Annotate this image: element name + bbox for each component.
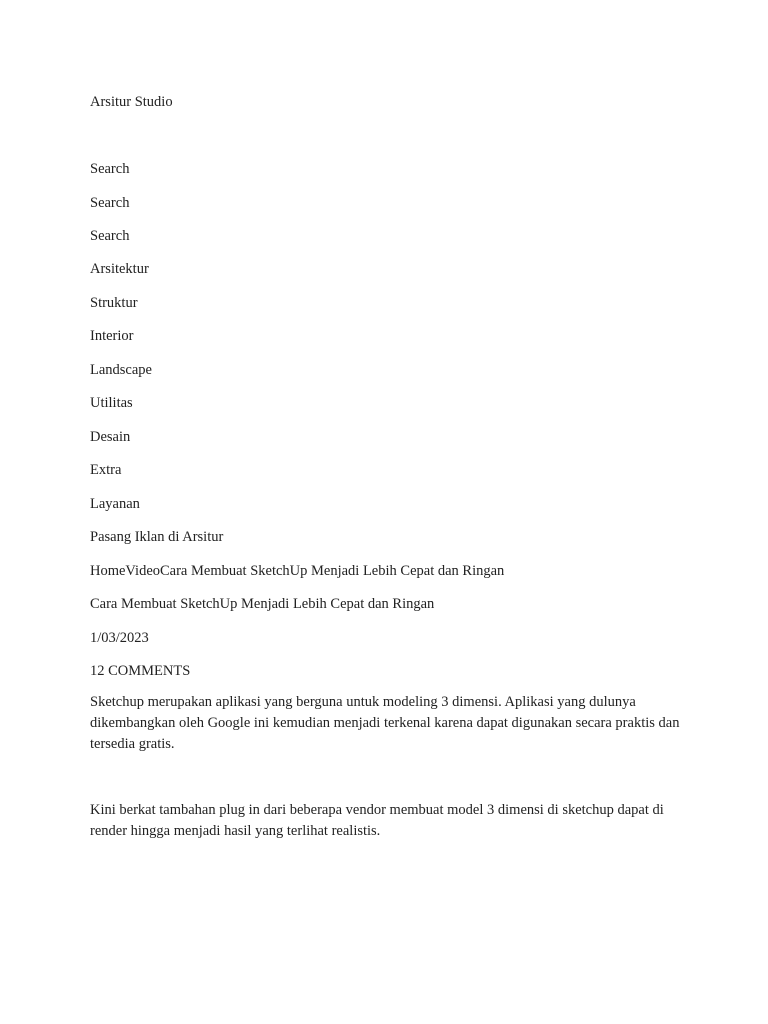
nav-item-interior[interactable]: Interior bbox=[90, 328, 134, 344]
nav-item-desain[interactable]: Desain bbox=[90, 429, 131, 445]
search-link-3[interactable]: Search bbox=[90, 228, 130, 244]
nav-item-arsitektur[interactable]: Arsitektur bbox=[90, 261, 149, 277]
nav-item-struktur[interactable]: Struktur bbox=[90, 295, 138, 311]
breadcrumb[interactable]: HomeVideoCara Membuat SketchUp Menjadi Lebih Cepat dan Ringan bbox=[90, 563, 505, 579]
nav-item-layanan[interactable]: Layanan bbox=[90, 496, 140, 512]
article-date: 1/03/2023 bbox=[90, 630, 149, 646]
site-title: Arsitur Studio bbox=[90, 94, 173, 110]
article-title: Cara Membuat SketchUp Menjadi Lebih Cepat dan Ringan bbox=[90, 596, 435, 612]
article-paragraph-2: Kini berkat tambahan plug in dari beberapa vendor membuat model 3 dimensi di sketchup dapat di render hingga menjadi hasil yang terlihat realistis. bbox=[90, 802, 664, 839]
search-link-2[interactable]: Search bbox=[90, 195, 130, 211]
nav-item-utilitas[interactable]: Utilitas bbox=[90, 395, 133, 411]
nav-item-landscape[interactable]: Landscape bbox=[90, 362, 152, 378]
search-link-1[interactable]: Search bbox=[90, 161, 130, 177]
nav-item-extra[interactable]: Extra bbox=[90, 462, 122, 478]
article-paragraph-1: Sketchup merupakan aplikasi yang berguna untuk modeling 3 dimensi. Aplikasi yang dulunya dikembangkan oleh Google ini kemudian menjadi terkenal karena dapat digunakan secara praktis dan tersedia gratis. bbox=[90, 694, 680, 752]
comments-count[interactable]: 12 COMMENTS bbox=[90, 663, 191, 679]
nav-item-pasang-iklan[interactable]: Pasang Iklan di Arsitur bbox=[90, 529, 224, 545]
